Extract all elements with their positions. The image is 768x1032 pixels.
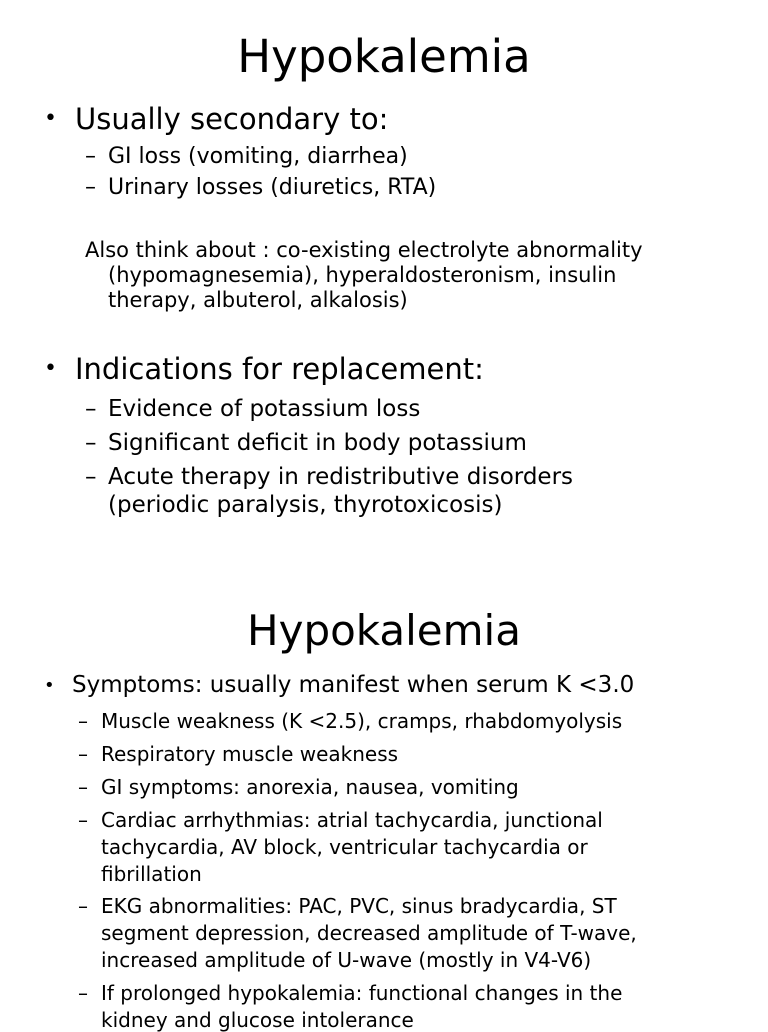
note-line-1: Also think about : co-existing electrolyte abnormality [85,238,643,262]
sub-dash: – [85,396,97,422]
sub-item-arrhythmias-line-3: fibrillation [101,862,202,886]
note-line-3: therapy, albuterol, alkalosis) [108,288,408,312]
bullet-dot: • [44,675,55,696]
sub-text: Respiratory muscle weakness [101,742,399,766]
sub-text: GI loss (vomiting, diarrhea) [108,144,408,169]
sub-item-ekg-line-3: increased amplitude of U-wave (mostly in V4-V6) [101,948,592,972]
sub-dash: – [78,894,88,918]
sub-text: Evidence of potassium loss [108,396,421,422]
slide-2 [0,576,768,1032]
sub-text: Significant deficit in body potassium [108,430,527,456]
sub-text: If prolonged hypokalemia: functional changes in the [101,981,623,1005]
sub-text: GI symptoms: anorexia, nausea, vomiting [101,775,519,799]
note-line-2: (hypomagnesemia), hyperaldosteronism, insulin [108,263,617,287]
sub-dash: – [78,775,88,799]
sub-item-acute-therapy-cont: (periodic paralysis, thyrotoxicosis) [108,492,503,518]
sub-dash: – [85,144,96,169]
bullet-dot: • [44,356,57,381]
sub-item-ekg-line-2: segment depression, decreased amplitude of T-wave, [101,921,637,945]
bullet-text: Usually secondary to: [75,102,389,136]
slide-1-title: Hypokalemia [237,30,531,83]
sub-dash: – [78,981,88,1005]
bullet-text: Symptoms: usually manifest when serum K <3.0 [72,672,635,698]
sub-text: Urinary losses (diuretics, RTA) [108,175,437,200]
sub-dash: – [78,709,88,733]
sub-dash: – [85,430,97,456]
bullet-text: Indications for replacement: [75,352,484,386]
sub-text: EKG abnormalities: PAC, PVC, sinus bradycardia, ST [101,894,617,918]
sub-dash: – [78,808,88,832]
sub-text: Acute therapy in redistributive disorders [108,464,574,490]
sub-text: Cardiac arrhythmias: atrial tachycardia, junctional [101,808,603,832]
slide-2-title: Hypokalemia [247,606,521,655]
sub-text: Muscle weakness (K <2.5), cramps, rhabdomyolysis [101,709,623,733]
sub-dash: – [85,175,96,200]
sub-dash: – [78,742,88,766]
sub-dash: – [85,464,97,490]
sub-item-arrhythmias-line-2: tachycardia, AV block, ventricular tachycardia or [101,835,588,859]
bullet-dot: • [44,106,57,131]
sub-item-prolonged-line-2: kidney and glucose intolerance [101,1008,414,1032]
